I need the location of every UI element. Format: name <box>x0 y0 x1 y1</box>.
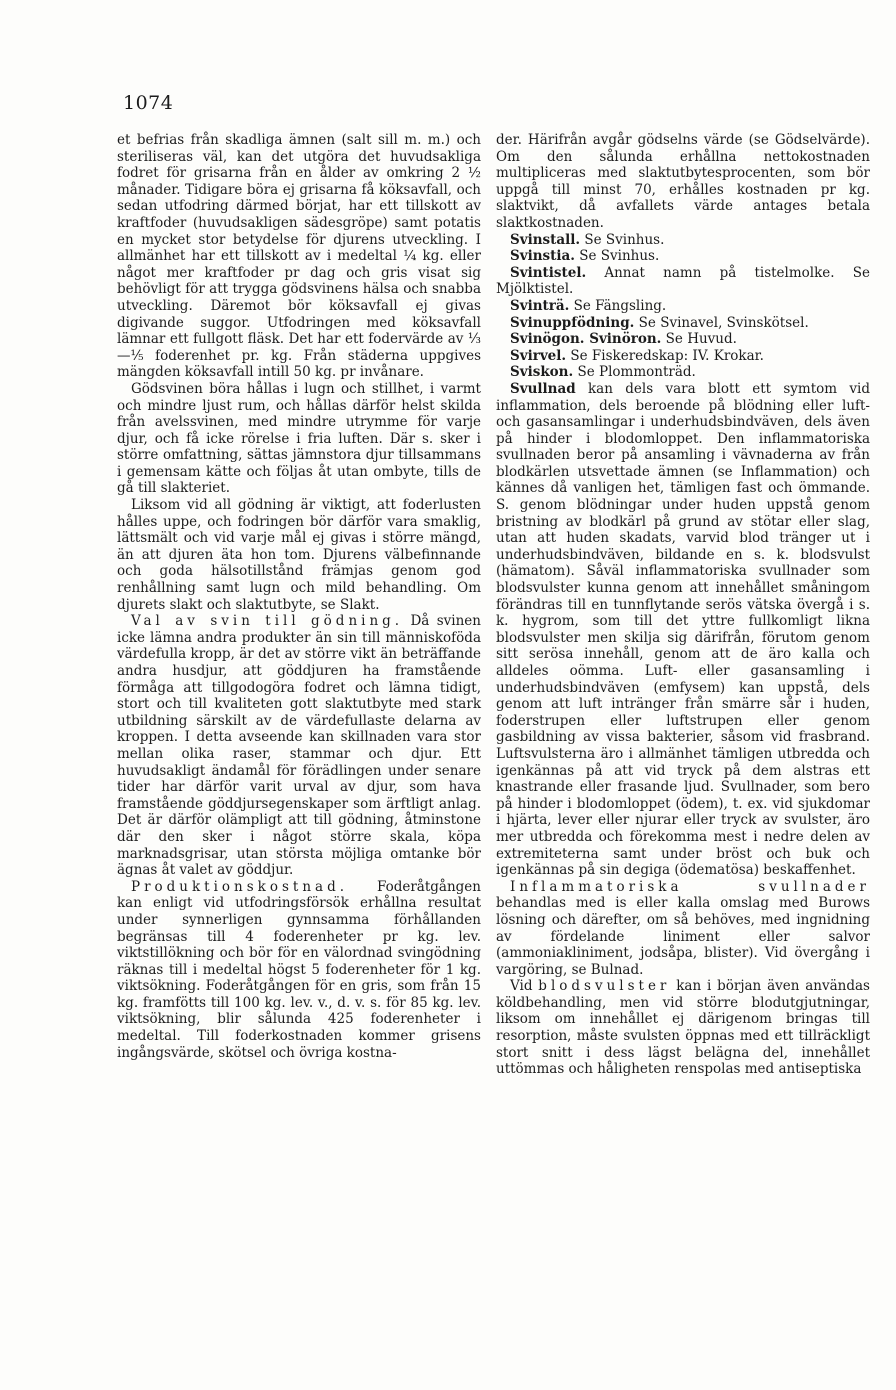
entry-text: Se Fiskeredskap: IV. Krokar. <box>566 347 764 364</box>
entry-text: Se Svinhus. <box>580 231 665 248</box>
section-heading: Produktionskostnad. <box>131 878 349 895</box>
entry <box>496 364 870 381</box>
entry-text: Se Plommonträd. <box>573 364 696 381</box>
entry-term: Svinögon. Svinöron. <box>510 331 662 348</box>
entry-term: Svinträ. <box>510 297 570 314</box>
entry-term: Svinstall. <box>510 231 581 248</box>
left-column <box>117 132 481 1061</box>
paragraph <box>496 978 870 1078</box>
entry-text: Se Svinhus. <box>574 248 660 265</box>
entry <box>496 298 870 315</box>
entry-text: Se Svinavel, Svinskötsel. <box>634 314 809 331</box>
entry-text: Se Huvud. <box>661 331 737 348</box>
entry <box>496 348 870 365</box>
paragraph-text: Vid <box>510 978 539 995</box>
entry-text: Se Fängsling. <box>569 297 667 314</box>
entry <box>496 381 870 879</box>
entry-term: Svinstia. <box>510 248 575 265</box>
page-number: 1074 <box>123 92 174 114</box>
paragraph-text: kan i början även användas köldbehandling, men vid större blodutgjutningar, liksom om innehållet ej därigenom bringas till resorption, måste svulsten öppnas med ett tillräckligt stort snitt i dess lägst belägna del, innehållet uttömmas och håligheten renspolas med antiseptiska <box>496 978 870 1078</box>
paragraph: Gödsvinen böra hållas i lugn och stillhet, i varmt och mindre ljust rum, och hållas därför helst skilda från avelssvinen, med mindre utrymme för varje djur, och få icke rörelse i fria luften. Där s. sker i större omfattning, sättas jämnstora djur tillsammans i gemensam kätte och följas åt utan ombyte, tills de gå till slakteriet. <box>117 380 481 497</box>
section-heading: blodsvulster <box>538 978 671 995</box>
paragraph: et befrias från skadliga ämnen (salt sill m. m.) och steriliseras väl, kan det utgöra det huvudsakliga fodret för grisarna från en ålder av omkring 2 ½ månader. Tidigare böra ej grisarna få köksavfall, och sedan utfodring därmed börjat, har ett tillskott av kraftfoder (huvudsakligen sädesgröpe) samt potatis en mycket stor betydelse för djurens utveckling. I allmänhet har ett tillskott av i medeltal ¼ kg. eller något mer kraftfoder pr dag och gris visat sig behövligt för att trygga gödsvinens hälsa och snabba utveckling. Däremot bör köksavfall ej givas digivande suggor. Utfodringen med köksavfall lämnar ett fullgott fläsk. Det har ett fodervärde av ⅓—⅕ foderenhet pr. kg. Från städerna uppgives mängden köksavfall intill 50 kg. pr invånare. <box>117 132 481 381</box>
section-heading: Inflammatoriska svullnader <box>510 878 870 895</box>
paragraph <box>117 613 481 879</box>
entry-term: Svullnad <box>510 380 576 397</box>
entry-term: Svintistel. <box>510 264 587 281</box>
paragraph <box>496 879 870 979</box>
section-heading: Val av svin till gödning. <box>131 613 404 630</box>
paragraph <box>117 879 481 1062</box>
entry <box>496 315 870 332</box>
entry-term: Svirvel. <box>510 347 567 364</box>
paragraph: Liksom vid all gödning är viktigt, att foderlusten hålles uppe, och fodringen bör därför vara smaklig, lättsmält och vid varje mål ej givas i större mängd, än att djuren äta hon tom. Djurens välbefinnande och goda hälsotillstånd främjas genom god renhållning samt lugn och mild behandling. Om djurets slakt och slaktutbyte, se Slakt. <box>117 497 481 613</box>
entry <box>496 248 870 265</box>
paragraph-text: behandlas med is eller kalla omslag med Burows lösning och därefter, om så behöves, med ingnidning av fördelande liniment eller salvor (ammoniakliniment, jodsåpa, blister). Vid övergång i vargöring, se Bulnad. <box>496 895 870 978</box>
entry-text: kan dels vara blott ett symtom vid inflammation, dels beroende på blödning eller luft- och gasansamlingar i underhudsbindväven, dels även på hinder i blodomloppet. Den inflammatoriska svullnaden beror på ansamling i vävnaderna av från blodkärlen utsvettade ämnen (se Inflammation) och kännes då vanligen het, tämligen fast och ömmande. S. genom blödningar under huden uppstå genom bristning av blodkärl på grund av stötar eller slag, utan att huden skadats, varvid blod tränger ut i underhudsbindväven, bildande en s. k. blodsvulst (hämatom). Såväl inflammatoriska svullnader som blodsvulster kunna genom att innehållet småningom förändras till en tunnflytande serös vätska övergå i s. k. hygrom, som till det yttre fullkomligt likna blodsvulster men skilja sig därifrån, förutom genom sitt serösa innehåll, genom att de äro kalla och alldeles oömma. Luft- eller gasansamling i underhudsbindväven (emfysem) kan uppstå, dels genom att luft intränger från smärre sår i huden, foderstrupen eller luftstrupen eller genom gasbildning av vissa bakterier, såsom vid frasbrand. Luftsvulsterna äro i allmänhet tämligen utbredda och igenkännas på att vid tryck på dem alstras ett knastrande eller frasande ljud. Svullnader, som bero på hinder i blodomloppet (ödem), t. ex. vid sjukdomar i hjärta, lever eller njurar eller tryck av svulster, äro mer utbredda och förekomma mest i nedre delen av extremiteterna samt under bröst och buk och igenkännas på sin degiga (ödematösa) beskaffenhet. <box>496 380 870 879</box>
right-column <box>496 132 870 1078</box>
entry <box>496 232 870 249</box>
entry-term: Sviskon. <box>510 364 574 381</box>
paragraph-text: Foderåtgången kan enligt vid utfodringsförsök erhållna resultat under synnerligen gynnsamma förhållanden begränsas till 4 foderenheter pr kg. lev. viktstillökning och bör för en välordnad svingödning räknas till i medeltal högst 5 foderenheter för 1 kg. viktsökning. Foderåtgången för en gris, som från 15 kg. framfötts till 100 kg. lev. v., d. v. s. för 85 kg. lev. viktsökning, blir sålunda 425 foderenheter i medeltal. Till foderkostnaden kommer grisens ingångsvärde, skötsel och övriga kostna- <box>117 878 481 1061</box>
entry <box>496 265 870 298</box>
entry-text: Annat namn på tistelmolke. Se Mjölktistel. <box>496 264 870 298</box>
entry <box>496 331 870 348</box>
paragraph-text: Då svinen icke lämna andra produkter än sin till människoföda värdefulla kropp, är det av större vikt än beträffande andra husdjur, att göddjuren ha framstående förmåga att tillgodogöra fodret och lämna tidigt, stort och till kvaliteten gott slaktutbyte med stark utbildning särskilt av de värdefullaste delarna av kroppen. I detta avseende kan skillnaden vara stor mellan olika raser, stammar och djur. Ett huvudsakligt ändamål för förädlingen under senare tider har därför varit urval av djur, som hava framstående göddjursegenskaper som ärftligt anlag. Det är därför olämpligt att till gödning, åtminstone där den sker i något större skala, köpa marknadsgrisar, utan största möjliga omtanke bör ägnas åt valet av göddjur. <box>117 613 481 879</box>
paragraph: der. Härifrån avgår gödselns värde (se Gödselvärde). Om den sålunda erhållna nettokostnaden multipliceras med slaktutbytesprocenten, som bör uppgå till minst 70, erhålles kostnaden pr kg. slaktvikt, då avfallets värde antages betala slaktkostnaden. <box>496 132 870 231</box>
entry-term: Svinuppfödning. <box>510 314 635 331</box>
